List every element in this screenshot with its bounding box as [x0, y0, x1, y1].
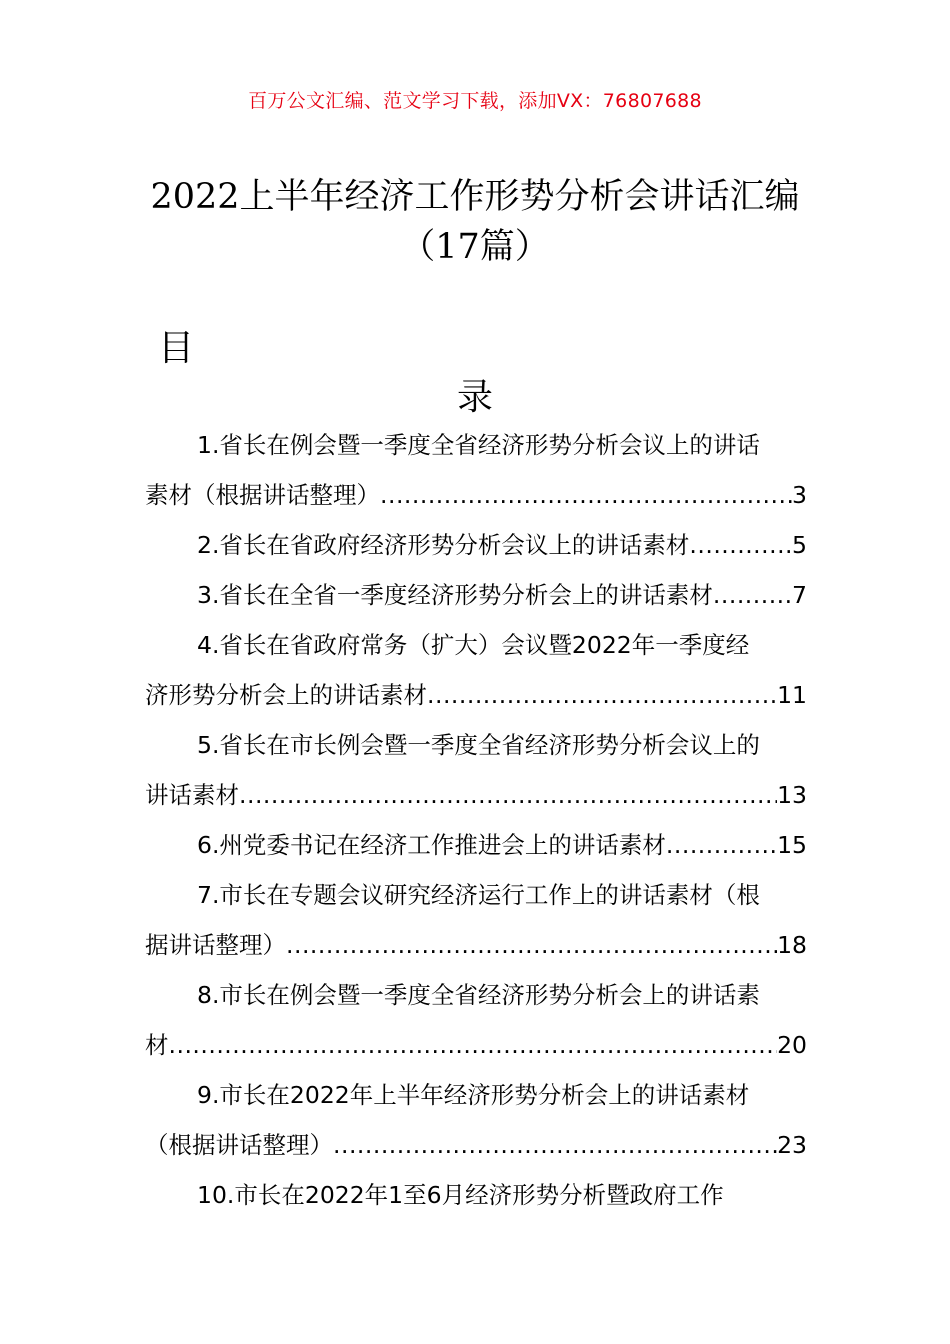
toc-entry-3[interactable]: [145, 570, 807, 620]
toc-page-number: 7: [792, 581, 807, 609]
toc-page-number: 5: [792, 531, 807, 559]
toc-page-number: 18: [777, 931, 807, 959]
toc-page-number: 20: [777, 1031, 807, 1059]
toc-leader-dots: [169, 1020, 778, 1070]
toc-entry-4-line-2[interactable]: [145, 670, 807, 720]
toc-leader-dots: [333, 1120, 777, 1170]
toc-entry-text: 济形势分析会上的讲话素材: [145, 681, 427, 709]
toc-entry-text: （根据讲话整理）: [145, 1131, 333, 1159]
toc-leader-dots: [713, 570, 792, 620]
toc-entry-text: 6.州党委书记在经济工作推进会上的讲话素材: [197, 831, 666, 859]
toc-entry-2[interactable]: [145, 520, 807, 570]
toc-entry-text: 材: [145, 1031, 169, 1059]
toc-leader-dots: [239, 770, 777, 820]
toc-entry-8-line-1[interactable]: 8.市长在例会暨一季度全省经济形势分析会上的讲话素: [197, 981, 760, 1009]
toc-entry-9-line-1[interactable]: 9.市长在2022年上半年经济形势分析会上的讲话素材: [197, 1081, 750, 1109]
toc-entry-1-line-2[interactable]: [145, 470, 807, 520]
toc-entry-text: 素材（根据讲话整理）: [145, 481, 380, 509]
toc-leader-dots: [427, 670, 777, 720]
toc-page-number: 11: [777, 681, 807, 709]
header-promo-note: 百万公文汇编、范文学习下载，添加VX：76807688: [248, 90, 702, 112]
toc-page-number: 13: [777, 781, 807, 809]
toc-page-number: 15: [777, 831, 807, 859]
toc-entry-4-line-1[interactable]: 4.省长在省政府常务（扩大）会议暨2022年一季度经: [197, 631, 750, 659]
toc-leader-dots: [666, 820, 777, 870]
toc-leader-dots: [689, 520, 792, 570]
toc-entry-1-line-1[interactable]: 1.省长在例会暨一季度全省经济形势分析会议上的讲话: [197, 431, 760, 459]
toc-entry-5-line-1[interactable]: 5.省长在市长例会暨一季度全省经济形势分析会议上的: [197, 731, 760, 759]
title-line-2: （17篇）: [400, 227, 550, 267]
toc-entry-7-line-2[interactable]: [145, 920, 807, 970]
toc-page-number: 23: [777, 1131, 807, 1159]
toc-entry-text: 3.省长在全省一季度经济形势分析会上的讲话素材: [197, 581, 713, 609]
toc-heading-char-2: 录: [456, 377, 493, 418]
toc-entry-text: 2.省长在省政府经济形势分析会议上的讲话素材: [197, 531, 690, 559]
toc-entry-6[interactable]: [145, 820, 807, 870]
toc-entry-8-line-2[interactable]: [145, 1020, 807, 1070]
toc-entry-5-line-2[interactable]: [145, 770, 807, 820]
toc-entry-text: 据讲话整理）: [145, 931, 286, 959]
document-title: [0, 172, 950, 272]
title-line-1: 2022上半年经济工作形势分析会讲话汇编: [150, 177, 800, 217]
toc-entry-7-line-1[interactable]: 7.市长在专题会议研究经济运行工作上的讲话素材（根: [197, 881, 760, 909]
toc-heading-char-1: 目: [158, 328, 195, 369]
toc-entry-9-line-2[interactable]: [145, 1120, 807, 1170]
toc-leader-dots: [380, 470, 792, 520]
toc-leader-dots: [286, 920, 777, 970]
toc-entry-10-line-1[interactable]: 10.市长在2022年1至6月经济形势分析暨政府工作: [197, 1181, 724, 1209]
toc-page-number: 3: [792, 481, 807, 509]
table-of-contents: [145, 420, 807, 1220]
toc-entry-text: 讲话素材: [145, 781, 239, 809]
